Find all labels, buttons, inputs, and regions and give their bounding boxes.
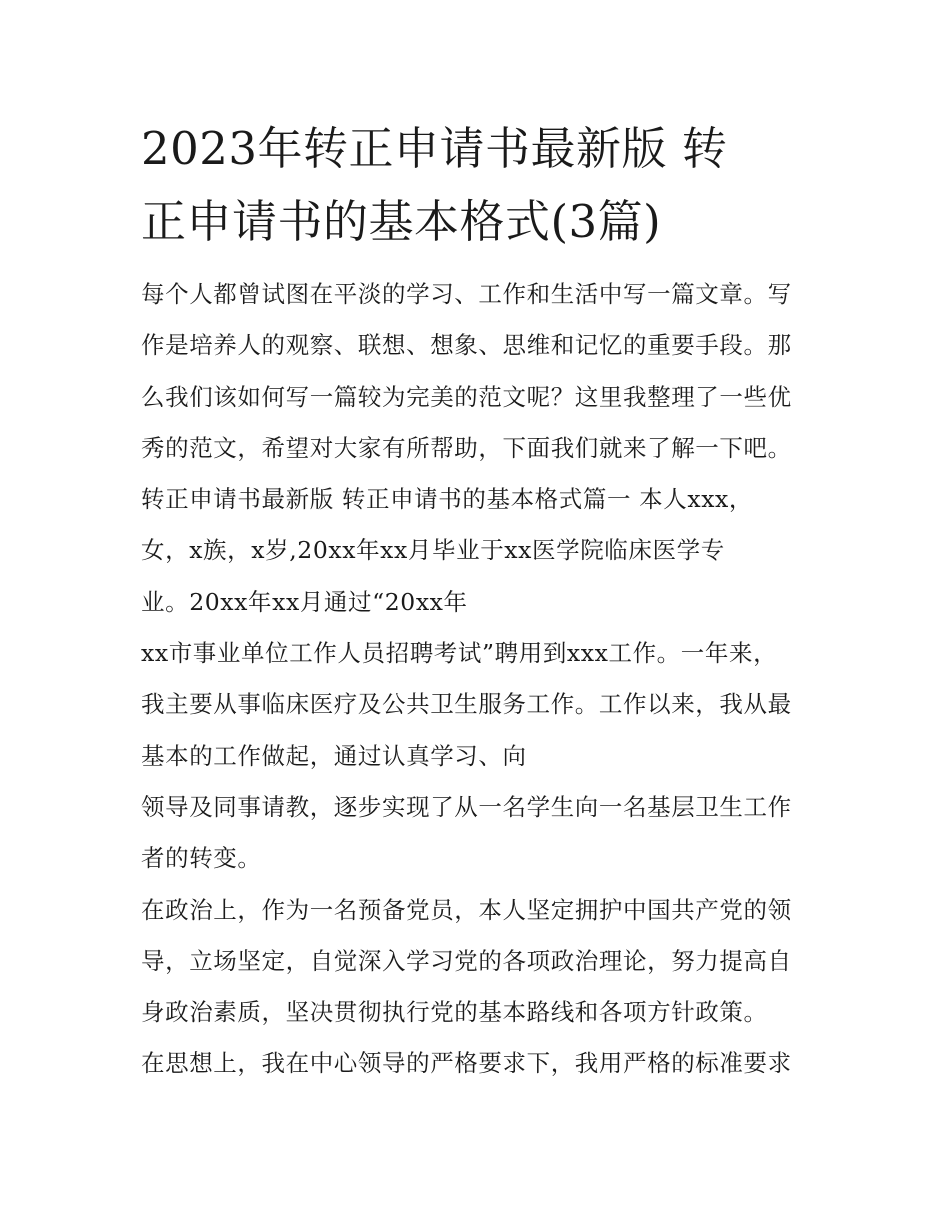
- body-line: 领导及同事请教，逐步实现了从一名学生向一名基层卫生工作: [141, 792, 792, 821]
- body-line: 业。20xx年xx月通过“20xx年: [141, 587, 468, 616]
- body-line: 在政治上，作为一名预备党员，本人坚定拥护中国共产党的领: [141, 895, 792, 924]
- body-line: 每个人都曾试图在平淡的学习、工作和生活中写一篇文章。写: [141, 280, 792, 308]
- body-line: 导，立场坚定，自觉深入学习党的各项政治理论，努力提高自: [141, 946, 792, 975]
- title-line: 2023年转正申请书最新版 转: [141, 122, 728, 175]
- body-line: 身政治素质，坚决贯彻执行党的基本路线和各项方针政策。: [141, 998, 768, 1027]
- body-line: xx市事业单位工作人员招聘考试”聘用到xxx工作。一年来，: [141, 639, 778, 668]
- body-line: 在思想上，我在中心领导的严格要求下，我用严格的标准要求: [141, 1049, 792, 1078]
- document-body: [141, 269, 813, 1090]
- body-line: 么我们该如何写一篇较为完美的范文呢？这里我整理了一些优: [141, 382, 792, 411]
- body-line: 秀的范文，希望对大家有所帮助，下面我们就来了解一下吧。: [141, 433, 792, 462]
- body-line: 者的转变。: [141, 844, 262, 873]
- body-line: 转正申请书最新版 转正申请书的基本格式篇一 本人xxx，: [141, 485, 753, 514]
- document-page: [141, 112, 813, 1090]
- body-line: 女，x族，x岁,20xx年xx月毕业于xx医学院临床医学专: [141, 536, 725, 565]
- body-line: 作是培养人的观察、联想、想象、思维和记忆的重要手段。那: [141, 331, 792, 360]
- body-line: 我主要从事临床医疗及公共卫生服务工作。工作以来，我从最: [141, 690, 792, 719]
- body-line: 基本的工作做起，通过认真学习、向: [141, 741, 527, 770]
- document-title: [141, 112, 813, 258]
- title-line: 正申请书的基本格式(3篇): [141, 195, 662, 248]
